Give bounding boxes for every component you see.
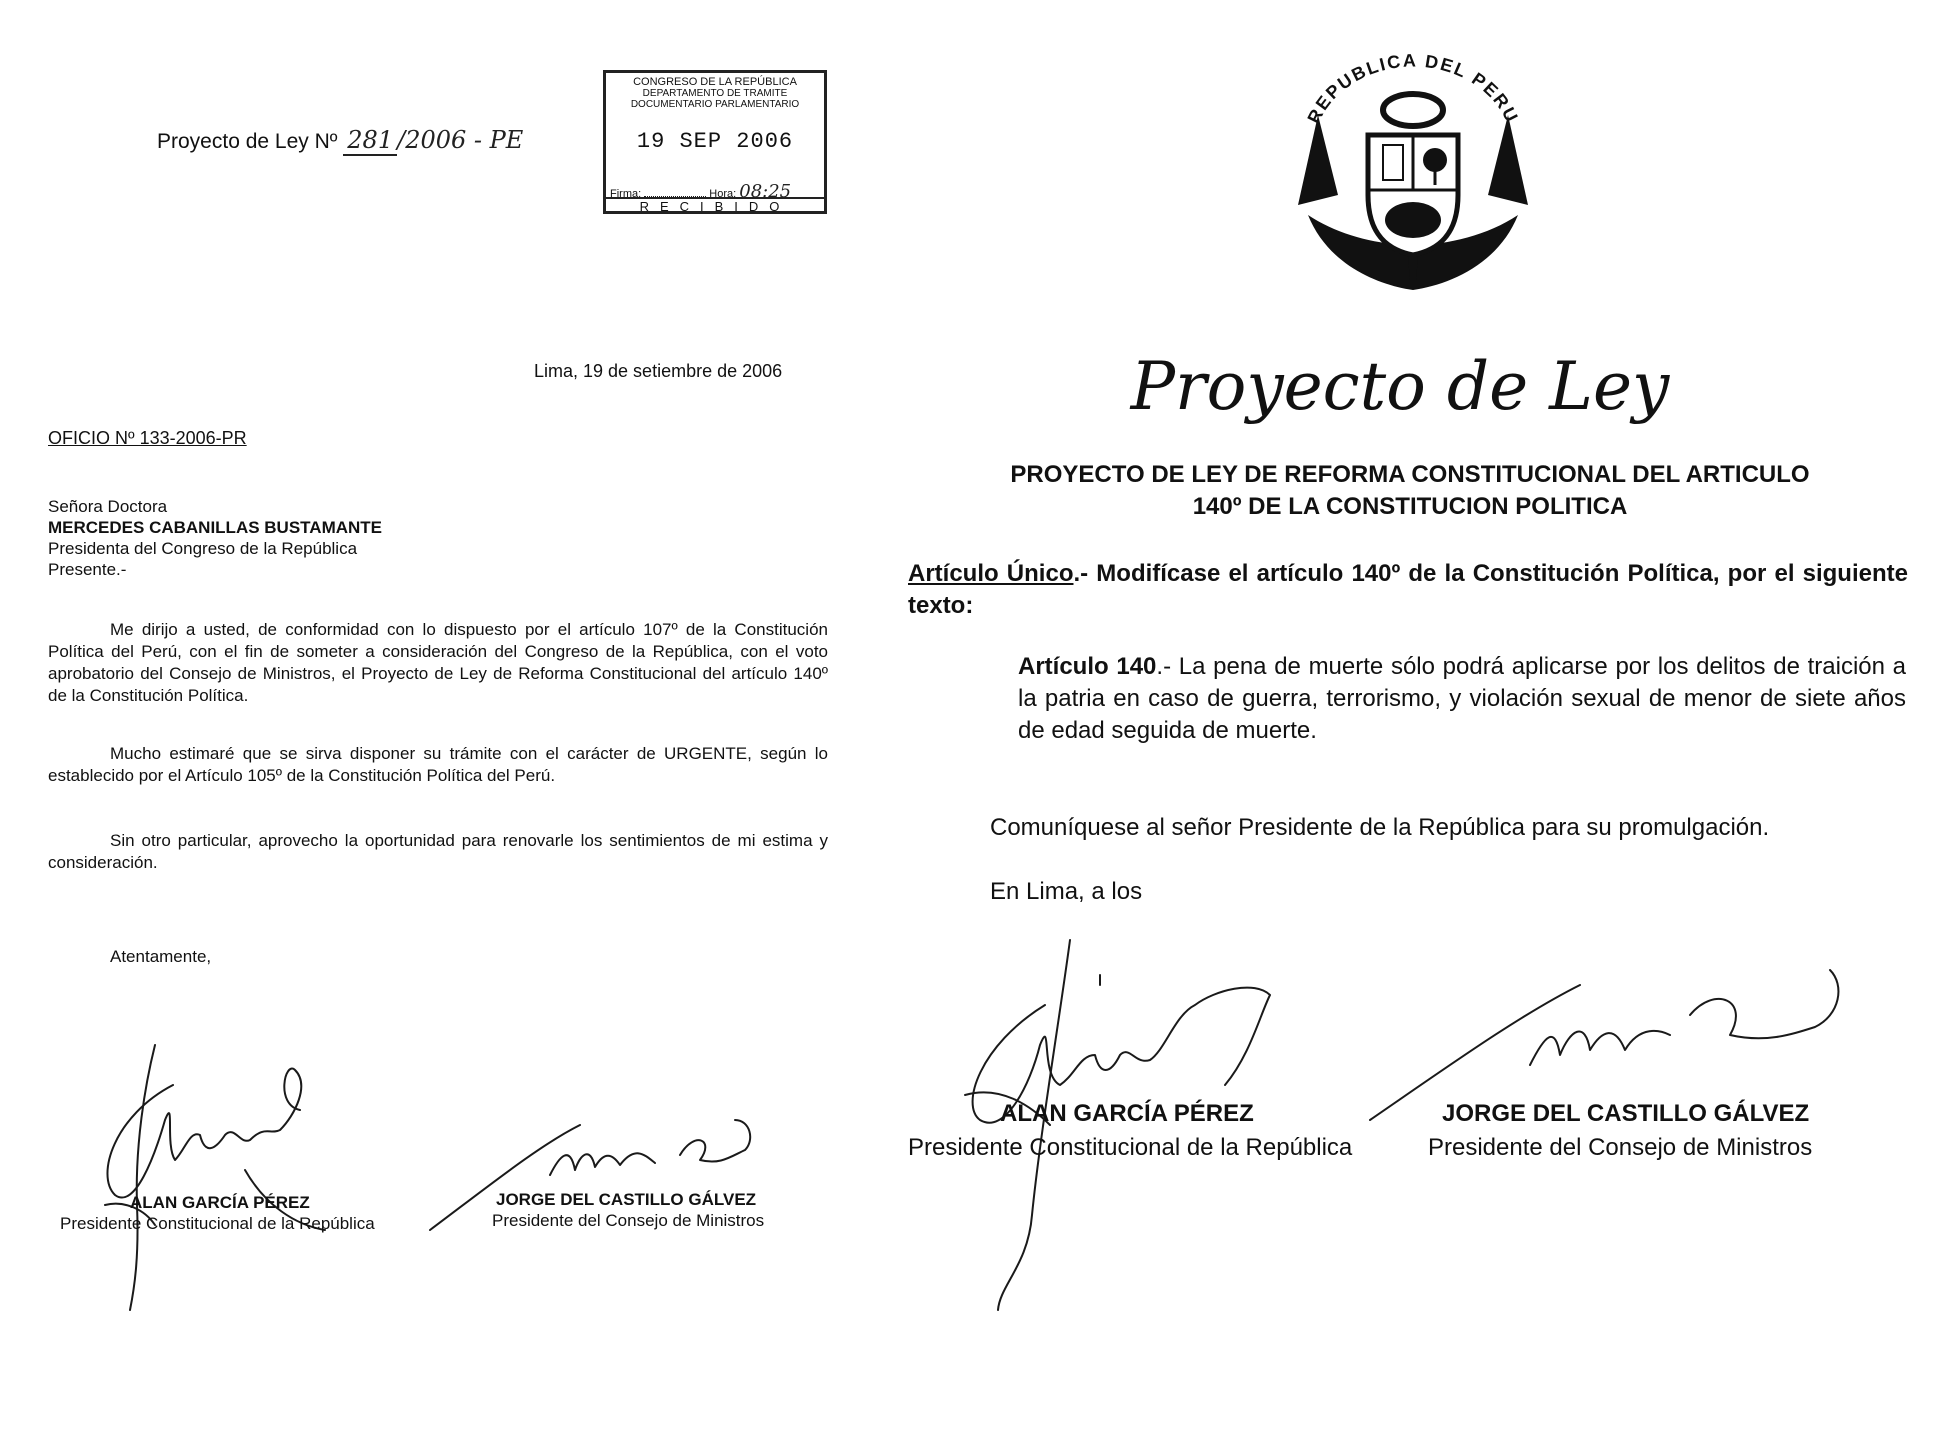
project-reference: Proyecto de Ley Nº 281 /2006 - PE bbox=[157, 126, 524, 154]
handwritten-project-number: 281 bbox=[343, 126, 397, 156]
article-140-label: Artículo 140 bbox=[1018, 653, 1157, 680]
stamp-congress: CONGRESO DE LA REPÚBLICA bbox=[633, 76, 797, 88]
right-signatory-1-title: Presidente Constitucional de la República bbox=[908, 1134, 1353, 1161]
seal-text: REPUBLICA DEL PERU bbox=[1303, 50, 1523, 127]
article-140-text: .- La pena de muerte sólo podrá aplicarse por los delitos de traición a la patria en caso de guerra, terrorismo, y violación sexual de menor de siete años de edad seguida de muerte. bbox=[1018, 653, 1906, 744]
svg-text:REPUBLICA DEL PERU bbox=[1303, 50, 1522, 126]
article-140-block bbox=[1018, 651, 1906, 747]
coat-of-arms-seal bbox=[1288, 35, 1538, 300]
stamp-received: RECIBIDO bbox=[606, 197, 824, 215]
stamp-department: DEPARTAMENTO DE TRAMITE bbox=[642, 88, 788, 99]
right-signatory-1-name: ALAN GARCÍA PÉREZ bbox=[1000, 1100, 1254, 1127]
promulgation-statement: Comuníquese al señor Presidente de la República para su promulgación. bbox=[990, 814, 1770, 841]
recipient-title: Presidenta del Congreso de la República bbox=[48, 539, 358, 558]
left-signatory-2-title: Presidente del Consejo de Ministros bbox=[492, 1211, 765, 1230]
right-signatory-2-name: JORGE DEL CASTILLO GÁLVEZ bbox=[1442, 1100, 1810, 1127]
single-article-intro bbox=[908, 558, 1908, 622]
stamp-date: 19 SEP 2006 bbox=[636, 129, 794, 154]
left-signatory-2-name: JORGE DEL CASTILLO GÁLVEZ bbox=[496, 1190, 757, 1209]
left-signatory-1-name: ALAN GARCÍA PÉREZ bbox=[130, 1193, 310, 1212]
recipient-block bbox=[48, 496, 382, 580]
letter-paragraph: Sin otro particular, aprovecho la oportunidad para renovarle los sentimientos de mi estima y consideración. bbox=[48, 831, 828, 872]
stamp-hora-label: Hora: bbox=[709, 188, 737, 200]
handwritten-project-year: 2006 - PE bbox=[405, 126, 524, 154]
letter-paragraph: Mucho estimaré que se sirva disponer su trámite con el carácter de URGENTE, según lo establecido por el Artículo 105º de la Constitución Política del Perú. bbox=[48, 744, 828, 785]
recipient-presente: Presente.- bbox=[48, 560, 127, 579]
project-reference-label: Proyecto de Ley Nº bbox=[157, 130, 338, 153]
single-article-label: Artículo Único bbox=[908, 560, 1074, 587]
received-stamp bbox=[603, 70, 827, 214]
stamp-firma-label: Firma: bbox=[610, 188, 642, 200]
letter-closing: Atentamente, bbox=[110, 947, 212, 966]
handwritten-signature-garcia bbox=[95, 1025, 335, 1315]
bill-heading-line2: 140º DE LA CONSTITUCION POLITICA bbox=[1192, 493, 1628, 520]
recipient-name: MERCEDES CABANILLAS BUSTAMANTE bbox=[48, 518, 383, 537]
right-signatory-2-title: Presidente del Consejo de Ministros bbox=[1428, 1134, 1813, 1161]
bill-heading bbox=[910, 459, 1910, 523]
stamp-documentary: DOCUMENTARIO PARLAMENTARIO bbox=[630, 99, 800, 110]
letter-date: Lima, 19 de setiembre de 2006 bbox=[534, 361, 783, 381]
left-signatory-1-title: Presidente Constitucional de la República bbox=[60, 1214, 375, 1233]
recipient-salutation: Señora Doctora bbox=[48, 497, 168, 516]
letter-paragraph: Me dirijo a usted, de conformidad con lo dispuesto por el artículo 107º de la Constitución Política del Perú, con el fin de someter a consideración del Congreso de la República, con el voto aprobatorio del Consejo de Ministros, el Proyecto de Ley de Reforma Constitucional del artículo 140º de la Constitución Política. bbox=[48, 620, 828, 705]
stamp-hora-value: 08:25 bbox=[739, 181, 792, 202]
single-article-text: .- Modifícase el artículo 140º de la Constitución Política, por el siguiente texto: bbox=[908, 560, 1908, 619]
place-date-line: En Lima, a los bbox=[990, 878, 1143, 905]
oficio-number: OFICIO Nº 133-2006-PR bbox=[48, 428, 247, 448]
bill-heading-line1: PROYECTO DE LEY DE REFORMA CONSTITUCIONAL DEL ARTICULO bbox=[1010, 461, 1810, 488]
document-title: Proyecto de Ley bbox=[1130, 348, 1670, 425]
